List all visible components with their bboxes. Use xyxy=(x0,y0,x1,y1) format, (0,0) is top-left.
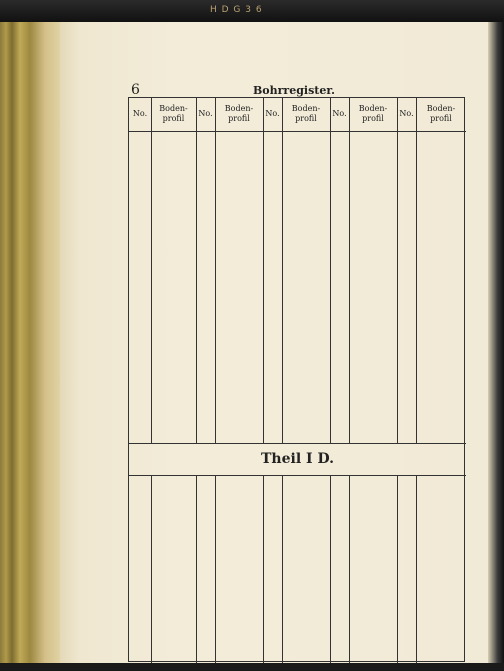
scan-strip-top xyxy=(0,0,504,22)
scan-strip-text: H D G 3 6 xyxy=(210,5,263,15)
column-header-no: No. xyxy=(198,109,213,118)
page-number: 6 xyxy=(131,82,140,98)
column-header-bodenprofil: Boden- profil xyxy=(159,104,188,123)
num-rule xyxy=(151,475,152,663)
num-rule xyxy=(416,475,417,663)
section-title: Theil I D. xyxy=(261,451,334,467)
column-header-bodenprofil: Boden- profil xyxy=(224,104,254,123)
scan-strip-bottom xyxy=(0,663,504,671)
column-header-no: No. xyxy=(132,109,148,118)
page-edge xyxy=(488,0,504,671)
column-header-bodenprofil: Boden- profil xyxy=(358,104,388,123)
running-head: Bohrregister. xyxy=(253,84,335,97)
column-header-no: No. xyxy=(265,109,280,118)
group-rule xyxy=(330,98,331,443)
group-rule xyxy=(196,98,197,443)
group-rule xyxy=(397,98,398,443)
column-header-bodenprofil: Boden- profil xyxy=(426,104,456,123)
section-rule-top xyxy=(129,443,466,444)
num-rule xyxy=(349,475,350,663)
num-rule xyxy=(349,98,350,443)
num-rule xyxy=(151,98,152,443)
column-header-no: No. xyxy=(399,109,414,118)
group-rule xyxy=(263,475,264,663)
num-rule xyxy=(215,475,216,663)
column-header-bodenprofil: Boden- profil xyxy=(291,104,321,123)
num-rule xyxy=(416,98,417,443)
borehole-table xyxy=(128,97,465,662)
num-rule xyxy=(282,98,283,443)
group-rule xyxy=(397,475,398,663)
column-header-no: No. xyxy=(332,109,347,118)
group-rule xyxy=(196,475,197,663)
num-rule xyxy=(282,475,283,663)
group-rule xyxy=(263,98,264,443)
group-rule xyxy=(330,475,331,663)
num-rule xyxy=(215,98,216,443)
